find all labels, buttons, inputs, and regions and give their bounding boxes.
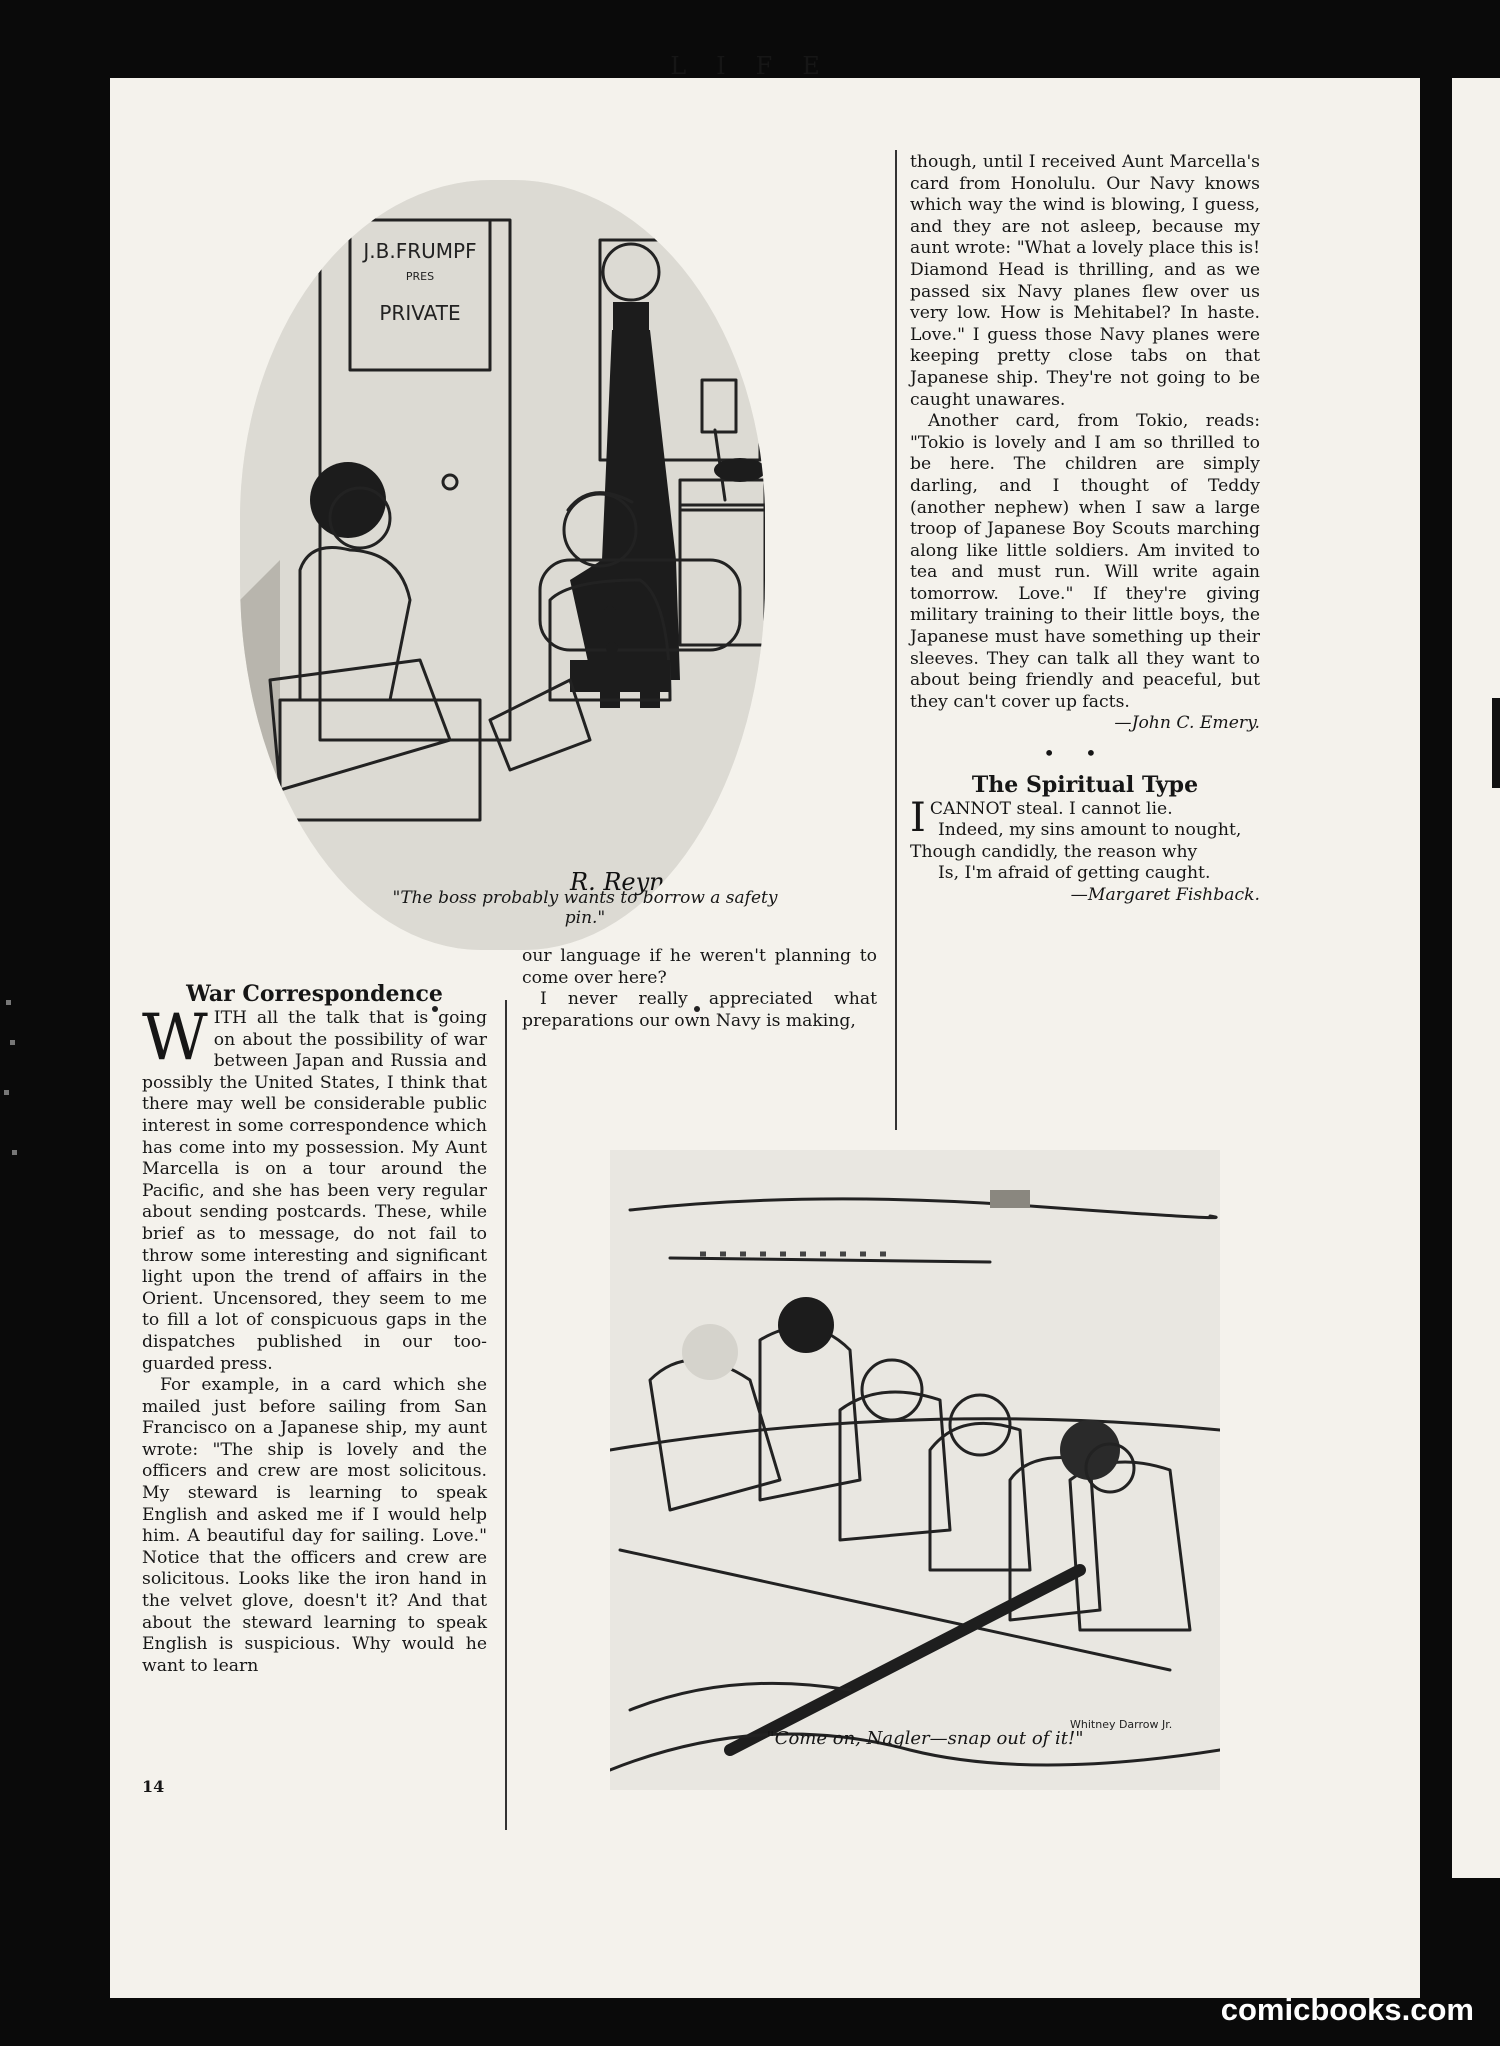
office-cartoon-drawing [240,180,765,950]
poem-body [910,794,1260,885]
article-column-1 [142,980,487,1677]
poem-line-4: Is, I'm afraid of getting caught. [938,863,1211,884]
poem-author: —Margaret Fishback. [1070,885,1260,905]
poem-line-2: Indeed, my sins amount to nought, [938,820,1242,841]
separator-dots: •• [1043,741,1127,766]
cartoon2-signature: Whitney Darrow Jr. [1070,1718,1173,1731]
column-rule [505,1000,507,1830]
office-cartoon [240,180,765,950]
facing-page-edge [1452,78,1500,1878]
poem-dropcap: I [910,794,926,841]
rowing-cartoon-drawing [610,1150,1220,1790]
poem-line-1: CANNOT steal. I cannot lie. [929,798,1173,819]
article-author: —John C. Emery. [1114,713,1260,734]
cartoon1-signature: R. Reynolds [570,868,715,896]
article-column-2 [522,946,877,1032]
article-paragraph-3: our language if he weren't planning to come over here? [522,946,877,988]
cartoon2-caption: "Come on, Nagler—snap out of it!" [766,1728,1084,1749]
article-paragraph-2: For example, in a card which she mailed just before sailing from San Francisco on a Japanese ship, my aunt wrote: "The ship is lovely and the officers and crew are most solicitous. My steward is learning to speak English and asked me if I would help him. A beautiful day for sailing. Love." Notice that the officers and crew are solicitous. Looks like the iron hand in the velvet glove, doesn't it? And that about the steward learning to speak English is suspicious. Why would he want to learn [142,1375,487,1676]
article-paragraph-6: Another card, from Tokio, reads: "Tokio is lovely and I am so thrilled to be here. The children are simply darling, and I thought of Teddy (another nephew) when I saw a large troop of Japanese Boy Scouts marching along like little soldiers. Am invited to tea and must run. Will write again tomorrow. Love." If they're giving military training to their little boys, the Japanese must have something up their sleeves. They can talk all they want to about being friendly and peaceful, but they can't cover up facts. [910,411,1260,712]
cartoon1-caption: "The boss probably wants to borrow a safety pin." [392,888,778,928]
article-paragraph-4: I never really appreciated what preparations our own Navy is making, [522,989,877,1031]
door-sign-pres: PRES [405,270,435,283]
page-number: 14 [142,1777,165,1796]
article-paragraph-1: ITH all the talk that is going on about the possibility of war between Japan and Russia and possibly the United States, I think that there may well be considerable public interest in some correspondence which has come into my possession. My Aunt Marcella is on a tour around the Pacific, and she has been very regular about sending postcards. These, while brief as to message, do not fail to throw some interesting and significant light upon the trend of affairs in the Orient. Uncensored, they seem to me to fill a lot of conspicuous gaps in the dispatches published in our too-guarded press. [142,1008,487,1374]
scan-edge-marks [0,1000,20,1200]
column-rule [895,150,897,1130]
rowing-cartoon [610,1150,1220,1790]
poem-title: The Spiritual Type [971,771,1199,798]
door-sign-name: J.B.FRUMPF [363,239,477,263]
article-title: War Correspondence [186,981,443,1007]
masthead: LIFE [670,52,850,80]
site-watermark: comicbooks.com [1220,1992,1474,2027]
door-sign-private: PRIVATE [379,301,461,325]
article-dropcap: W [142,1001,208,1075]
article-column-3 [910,152,1260,907]
article-paragraph-5: though, until I received Aunt Marcella's card from Honolulu. Our Navy knows which way the wind is blowing, I guess, and they are not asleep, because my aunt wrote: "What a lovely place this is! Diamond Head is thrilling, and as we passed six Navy planes flew over us very low. How is Mehitabel? In haste. Love." I guess those Navy planes were keeping pretty close tabs on that Japanese ship. They're not going to be caught unawares. [910,152,1260,410]
poem-line-3: Though candidly, the reason why [910,841,1198,862]
